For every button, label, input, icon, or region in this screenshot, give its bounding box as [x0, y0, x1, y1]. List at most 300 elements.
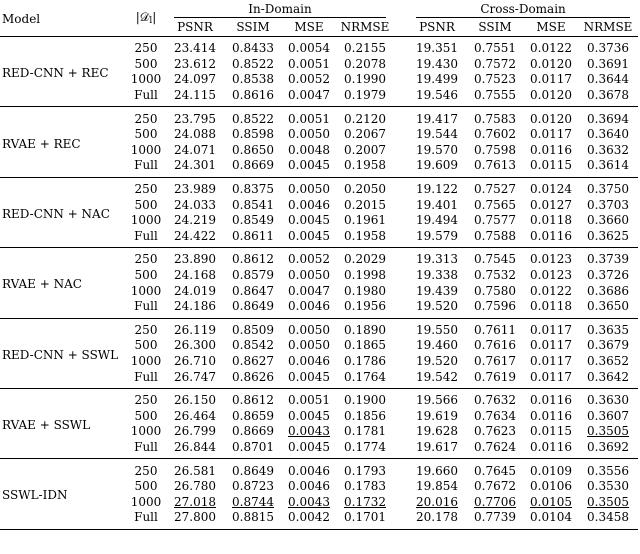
value-psnr-in: 23.414 [166, 37, 224, 57]
value-nrmse-cross: 0.3458 [578, 510, 638, 529]
value-mse-cross: 0.0116 [530, 142, 573, 157]
value-psnr-in: 24.422 [174, 228, 216, 243]
value-psnr-cross: 19.313 [408, 248, 466, 268]
value-ssim-in: 0.8616 [232, 88, 274, 103]
value-ssim-cross: 0.7616 [474, 338, 517, 353]
value-psnr-cross: 19.544 [416, 127, 459, 142]
value-psnr-cross: 19.499 [416, 72, 459, 87]
model-name: RED-CNN + SSWL [0, 318, 126, 388]
value-mse-cross: 0.0122 [530, 283, 573, 298]
value-psnr-cross: 19.520 [416, 353, 459, 368]
value-psnr-in: 26.464 [174, 408, 216, 423]
value-mse-in: 0.0047 [288, 283, 330, 298]
value-ssim-in: 0.8647 [232, 283, 274, 298]
value-ssim-in: 0.8649 [224, 459, 282, 479]
value-mse-in: 0.0051 [282, 388, 336, 408]
dataset-size: Full [134, 228, 158, 243]
value-mse-in: 0.0051 [288, 56, 330, 71]
value-mse-cross: 0.0106 [530, 479, 573, 494]
value-nrmse-cross: 0.3679 [587, 338, 630, 353]
value-nrmse-in: 0.1783 [344, 479, 387, 494]
value-ssim-cross: 0.7706 [474, 494, 517, 509]
value-ssim-cross: 0.7555 [474, 88, 517, 103]
dataset-size: 500 [134, 56, 158, 71]
model-header-label: Model [2, 11, 41, 26]
value-mse-cross: 0.0127 [530, 197, 573, 212]
dataset-size: 1000 [130, 213, 162, 228]
cross-domain-label: Cross-Domain [416, 2, 630, 18]
value-psnr-in: 23.989 [166, 177, 224, 197]
value-psnr-cross: 19.619 [416, 408, 459, 423]
value-nrmse-cross: 0.3642 [587, 369, 630, 384]
value-ssim-cross: 0.7545 [466, 248, 524, 268]
value-mse-in: 0.0047 [288, 88, 330, 103]
value-ssim-cross: 0.7588 [474, 228, 517, 243]
value-ssim-cross: 0.7632 [466, 388, 524, 408]
model-name: RVAE + NAC [0, 248, 126, 318]
value-nrmse-in: 0.1890 [336, 318, 394, 338]
value-mse-cross: 0.0123 [524, 248, 578, 268]
value-mse-cross: 0.0105 [530, 494, 573, 509]
column-gap [394, 197, 408, 213]
value-ssim-cross: 0.7572 [474, 56, 517, 71]
value-ssim-in: 0.8598 [232, 127, 274, 142]
value-ssim-in: 0.8626 [232, 369, 274, 384]
value-mse-in: 0.0043 [288, 494, 330, 509]
value-nrmse-in: 0.2015 [344, 197, 387, 212]
value-psnr-cross: 19.439 [416, 283, 459, 298]
metric-header-psnr-cross: PSNR [408, 18, 466, 37]
value-nrmse-in: 0.2120 [336, 107, 394, 127]
value-psnr-in: 26.780 [174, 479, 216, 494]
column-gap [394, 424, 408, 440]
cross-domain-header [408, 2, 638, 18]
value-mse-cross: 0.0116 [524, 388, 578, 408]
value-psnr-in: 26.844 [174, 439, 216, 454]
value-mse-in: 0.0046 [288, 197, 330, 212]
dataset-size: 500 [134, 408, 158, 423]
value-ssim-in: 0.8612 [224, 248, 282, 268]
value-ssim-cross: 0.7617 [474, 353, 517, 368]
dataset-size-close: | [152, 9, 157, 24]
value-mse-in: 0.0050 [288, 338, 330, 353]
value-nrmse-in: 0.1865 [344, 338, 387, 353]
table-row [0, 388, 638, 408]
value-nrmse-in: 0.2078 [344, 56, 387, 71]
value-ssim-cross: 0.7580 [474, 283, 517, 298]
value-psnr-in: 24.019 [174, 283, 216, 298]
value-nrmse-in: 0.2155 [336, 37, 394, 57]
table-row [0, 248, 638, 268]
value-mse-cross: 0.0120 [530, 56, 573, 71]
value-mse-in: 0.0050 [282, 318, 336, 338]
value-mse-in: 0.0051 [282, 107, 336, 127]
value-mse-cross: 0.0122 [524, 37, 578, 57]
value-psnr-cross: 19.546 [416, 88, 459, 103]
value-psnr-cross: 19.609 [416, 158, 459, 173]
value-psnr-cross: 19.417 [408, 107, 466, 127]
metric-header-ssim-cross: SSIM [466, 18, 524, 37]
value-mse-in: 0.0045 [288, 408, 330, 423]
value-psnr-in: 24.097 [174, 72, 216, 87]
dataset-size: 500 [134, 197, 158, 212]
value-mse-in: 0.0052 [288, 72, 330, 87]
value-nrmse-in: 0.1998 [344, 268, 387, 283]
value-nrmse-in: 0.1956 [344, 299, 387, 314]
value-nrmse-in: 0.1793 [336, 459, 394, 479]
value-mse-cross: 0.0118 [530, 299, 573, 314]
value-psnr-cross: 20.178 [408, 510, 466, 529]
value-mse-cross: 0.0124 [524, 177, 578, 197]
in-domain-label: In-Domain [174, 2, 386, 18]
dataset-size: Full [134, 369, 158, 384]
value-psnr-cross: 19.122 [408, 177, 466, 197]
value-ssim-cross: 0.7613 [474, 158, 517, 173]
value-ssim-cross: 0.7672 [474, 479, 517, 494]
value-ssim-cross: 0.7611 [466, 318, 524, 338]
value-nrmse-cross: 0.3652 [587, 353, 630, 368]
value-ssim-in: 0.8538 [232, 72, 274, 87]
value-mse-cross: 0.0117 [530, 353, 573, 368]
model-name: RED-CNN + REC [0, 37, 126, 107]
value-nrmse-in: 0.1958 [344, 228, 387, 243]
value-nrmse-cross: 0.3630 [578, 388, 638, 408]
dataset-size: 250 [126, 248, 166, 268]
value-nrmse-in: 0.1980 [344, 283, 387, 298]
value-mse-cross: 0.0120 [530, 88, 573, 103]
value-mse-cross: 0.0116 [530, 408, 573, 423]
value-psnr-in: 23.612 [174, 56, 216, 71]
value-psnr-in: 24.168 [174, 268, 216, 283]
value-nrmse-in: 0.1786 [344, 353, 387, 368]
value-nrmse-cross: 0.3505 [587, 494, 630, 509]
value-psnr-cross: 19.854 [416, 479, 459, 494]
value-ssim-in: 0.8579 [232, 268, 274, 283]
value-nrmse-cross: 0.3686 [587, 283, 630, 298]
column-gap [394, 299, 408, 318]
value-psnr-cross: 19.628 [416, 424, 459, 439]
column-gap [394, 57, 408, 73]
value-ssim-in: 0.8815 [224, 510, 282, 529]
column-gap [394, 318, 408, 338]
value-psnr-cross: 19.351 [408, 37, 466, 57]
column-gap [394, 213, 408, 229]
value-psnr-in: 24.115 [174, 88, 216, 103]
value-ssim-in: 0.8723 [232, 479, 274, 494]
value-mse-in: 0.0046 [288, 353, 330, 368]
value-psnr-in: 27.800 [166, 510, 224, 529]
value-nrmse-in: 0.1781 [344, 424, 387, 439]
value-psnr-in: 24.301 [174, 158, 216, 173]
value-psnr-in: 26.710 [174, 353, 216, 368]
dataset-size: 250 [126, 459, 166, 479]
value-mse-in: 0.0042 [282, 510, 336, 529]
value-nrmse-cross: 0.3625 [587, 228, 630, 243]
value-nrmse-cross: 0.3692 [587, 439, 630, 454]
value-psnr-cross: 19.550 [408, 318, 466, 338]
dataset-size: Full [134, 88, 158, 103]
value-ssim-in: 0.8611 [232, 228, 274, 243]
value-mse-in: 0.0050 [288, 268, 330, 283]
column-gap [394, 354, 408, 370]
value-mse-cross: 0.0117 [530, 369, 573, 384]
results-table [0, 2, 638, 530]
dataset-size: 1000 [130, 353, 162, 368]
value-psnr-in: 23.890 [166, 248, 224, 268]
value-psnr-cross: 20.016 [416, 494, 459, 509]
dataset-size: Full [134, 158, 158, 173]
column-gap [394, 127, 408, 143]
value-psnr-cross: 19.542 [416, 369, 459, 384]
metric-header-mse-cross: MSE [524, 18, 578, 37]
value-ssim-in: 0.8744 [232, 494, 274, 509]
column-gap [394, 440, 408, 459]
value-mse-cross: 0.0117 [524, 318, 578, 338]
value-ssim-cross: 0.7602 [474, 127, 517, 142]
column-gap [394, 229, 408, 248]
value-nrmse-in: 0.1979 [344, 88, 387, 103]
value-psnr-cross: 19.617 [416, 439, 459, 454]
value-psnr-in: 24.071 [174, 142, 216, 157]
dataset-size: 1000 [130, 72, 162, 87]
dataset-size-symbol: |𝒟 [135, 9, 150, 24]
dataset-size: 1000 [130, 142, 162, 157]
value-psnr-cross: 19.520 [416, 299, 459, 314]
column-gap [394, 510, 408, 529]
value-psnr-cross: 19.338 [416, 268, 459, 283]
value-ssim-cross: 0.7624 [474, 439, 517, 454]
value-nrmse-cross: 0.3660 [587, 213, 630, 228]
value-mse-cross: 0.0115 [530, 424, 573, 439]
model-name: RVAE + SSWL [0, 388, 126, 458]
value-ssim-cross: 0.7634 [474, 408, 517, 423]
value-nrmse-cross: 0.3607 [587, 408, 630, 423]
value-nrmse-cross: 0.3726 [587, 268, 630, 283]
value-mse-cross: 0.0116 [530, 439, 573, 454]
value-nrmse-in: 0.1900 [336, 388, 394, 408]
column-gap [394, 283, 408, 299]
value-ssim-in: 0.8433 [224, 37, 282, 57]
value-nrmse-cross: 0.3691 [587, 56, 630, 71]
value-ssim-cross: 0.7527 [466, 177, 524, 197]
model-column-header [0, 2, 126, 37]
column-gap [394, 369, 408, 388]
column-gap [394, 158, 408, 177]
value-nrmse-in: 0.1958 [344, 158, 387, 173]
value-nrmse-cross: 0.3556 [578, 459, 638, 479]
model-name: SSWL-IDN [0, 459, 126, 529]
value-psnr-in: 26.300 [174, 338, 216, 353]
value-mse-in: 0.0046 [282, 459, 336, 479]
value-nrmse-cross: 0.3703 [587, 197, 630, 212]
value-mse-in: 0.0045 [288, 228, 330, 243]
value-psnr-in: 26.119 [166, 318, 224, 338]
value-mse-cross: 0.0116 [530, 228, 573, 243]
value-mse-in: 0.0050 [282, 177, 336, 197]
value-psnr-in: 24.186 [174, 299, 216, 314]
value-mse-in: 0.0046 [288, 299, 330, 314]
in-domain-header [166, 2, 394, 18]
metric-header-psnr-in: PSNR [166, 18, 224, 37]
value-mse-cross: 0.0118 [530, 213, 573, 228]
value-ssim-cross: 0.7551 [466, 37, 524, 57]
column-gap [394, 459, 408, 479]
value-nrmse-cross: 0.3736 [578, 37, 638, 57]
value-mse-cross: 0.0115 [530, 158, 573, 173]
column-gap [394, 88, 408, 107]
dataset-size: 250 [126, 318, 166, 338]
metric-header-nrmse-cross: NRMSE [578, 18, 638, 37]
column-gap [394, 143, 408, 159]
value-nrmse-cross: 0.3635 [578, 318, 638, 338]
value-mse-in: 0.0045 [288, 158, 330, 173]
value-nrmse-in: 0.1701 [336, 510, 394, 529]
table-row [0, 177, 638, 197]
dataset-size: 500 [134, 479, 158, 494]
value-nrmse-cross: 0.3678 [587, 88, 630, 103]
value-ssim-cross: 0.7596 [474, 299, 517, 314]
value-mse-in: 0.0046 [288, 479, 330, 494]
column-gap [394, 408, 408, 424]
column-gap [394, 248, 408, 268]
metric-header-ssim-in: SSIM [224, 18, 282, 37]
value-psnr-cross: 19.570 [416, 142, 459, 157]
value-ssim-in: 0.8612 [224, 388, 282, 408]
value-ssim-cross: 0.7532 [474, 268, 517, 283]
value-ssim-cross: 0.7583 [466, 107, 524, 127]
value-nrmse-cross: 0.3530 [587, 479, 630, 494]
header-row-1 [0, 2, 638, 18]
value-ssim-in: 0.8509 [224, 318, 282, 338]
value-psnr-in: 24.219 [174, 213, 216, 228]
value-ssim-cross: 0.7645 [466, 459, 524, 479]
value-psnr-cross: 19.494 [416, 213, 459, 228]
dataset-size: 250 [126, 388, 166, 408]
value-ssim-in: 0.8522 [232, 56, 274, 71]
dataset-size: 250 [126, 177, 166, 197]
value-mse-cross: 0.0120 [524, 107, 578, 127]
value-mse-in: 0.0050 [288, 127, 330, 142]
dataset-size: Full [126, 510, 166, 529]
value-psnr-in: 26.799 [174, 424, 216, 439]
value-mse-cross: 0.0117 [530, 338, 573, 353]
table-row [0, 37, 638, 57]
metric-header-mse-in: MSE [282, 18, 336, 37]
value-ssim-in: 0.8701 [232, 439, 274, 454]
value-psnr-in: 26.747 [174, 369, 216, 384]
value-psnr-in: 26.581 [166, 459, 224, 479]
value-ssim-in: 0.8522 [224, 107, 282, 127]
value-ssim-in: 0.8375 [224, 177, 282, 197]
value-ssim-cross: 0.7565 [474, 197, 517, 212]
value-ssim-in: 0.8649 [232, 299, 274, 314]
value-ssim-in: 0.8659 [232, 408, 274, 423]
value-psnr-cross: 19.401 [416, 197, 459, 212]
column-gap [394, 72, 408, 88]
value-mse-cross: 0.0104 [524, 510, 578, 529]
value-nrmse-in: 0.1856 [344, 408, 387, 423]
table-row [0, 107, 638, 127]
value-ssim-cross: 0.7598 [474, 142, 517, 157]
model-name: RED-CNN + NAC [0, 177, 126, 247]
value-mse-cross: 0.0109 [524, 459, 578, 479]
value-nrmse-cross: 0.3694 [578, 107, 638, 127]
value-psnr-in: 27.018 [174, 494, 216, 509]
value-nrmse-cross: 0.3750 [578, 177, 638, 197]
value-nrmse-in: 0.1764 [344, 369, 387, 384]
column-gap [394, 177, 408, 197]
value-mse-in: 0.0052 [282, 248, 336, 268]
value-ssim-in: 0.8669 [232, 424, 274, 439]
value-ssim-in: 0.8627 [232, 353, 274, 368]
model-name: RVAE + REC [0, 107, 126, 177]
dataset-size-header [126, 2, 166, 37]
value-nrmse-cross: 0.3739 [578, 248, 638, 268]
value-ssim-cross: 0.7577 [474, 213, 517, 228]
metric-header-nrmse-in: NRMSE [336, 18, 394, 37]
column-gap [394, 479, 408, 495]
value-nrmse-cross: 0.3614 [587, 158, 630, 173]
value-ssim-in: 0.8542 [232, 338, 274, 353]
value-mse-in: 0.0045 [288, 213, 330, 228]
column-gap [394, 388, 408, 408]
value-nrmse-in: 0.2029 [336, 248, 394, 268]
value-mse-cross: 0.0117 [530, 72, 573, 87]
value-psnr-cross: 19.579 [416, 228, 459, 243]
column-gap [394, 338, 408, 354]
value-nrmse-cross: 0.3505 [587, 424, 630, 439]
value-nrmse-in: 0.1774 [344, 439, 387, 454]
column-gap [394, 107, 408, 127]
dataset-size: Full [134, 299, 158, 314]
value-mse-in: 0.0045 [288, 369, 330, 384]
value-nrmse-in: 0.2007 [344, 142, 387, 157]
value-nrmse-cross: 0.3650 [587, 299, 630, 314]
dataset-size: 250 [126, 37, 166, 57]
dataset-size-subscript: l [149, 15, 153, 26]
value-ssim-in: 0.8650 [232, 142, 274, 157]
value-ssim-cross: 0.7523 [474, 72, 517, 87]
value-psnr-in: 24.033 [174, 197, 216, 212]
column-gap [394, 494, 408, 510]
value-ssim-cross: 0.7623 [474, 424, 517, 439]
dataset-size: 250 [126, 107, 166, 127]
dataset-size: Full [134, 439, 158, 454]
value-mse-in: 0.0045 [288, 439, 330, 454]
dataset-size: 1000 [130, 494, 162, 509]
value-mse-in: 0.0043 [288, 424, 330, 439]
dataset-size: 500 [134, 268, 158, 283]
column-gap [394, 268, 408, 284]
value-ssim-cross: 0.7619 [474, 369, 517, 384]
value-psnr-cross: 19.430 [416, 56, 459, 71]
value-nrmse-in: 0.2067 [344, 127, 387, 142]
value-nrmse-cross: 0.3632 [587, 142, 630, 157]
value-nrmse-in: 0.2050 [336, 177, 394, 197]
value-nrmse-in: 0.1961 [344, 213, 387, 228]
value-mse-in: 0.0054 [282, 37, 336, 57]
value-nrmse-cross: 0.3644 [587, 72, 630, 87]
value-psnr-cross: 19.460 [416, 338, 459, 353]
value-psnr-cross: 19.566 [408, 388, 466, 408]
value-ssim-cross: 0.7739 [466, 510, 524, 529]
dataset-size: 500 [134, 127, 158, 142]
table-row [0, 318, 638, 338]
value-ssim-in: 0.8541 [232, 197, 274, 212]
value-psnr-cross: 19.660 [408, 459, 466, 479]
value-ssim-in: 0.8549 [232, 213, 274, 228]
value-nrmse-in: 0.1732 [344, 494, 387, 509]
